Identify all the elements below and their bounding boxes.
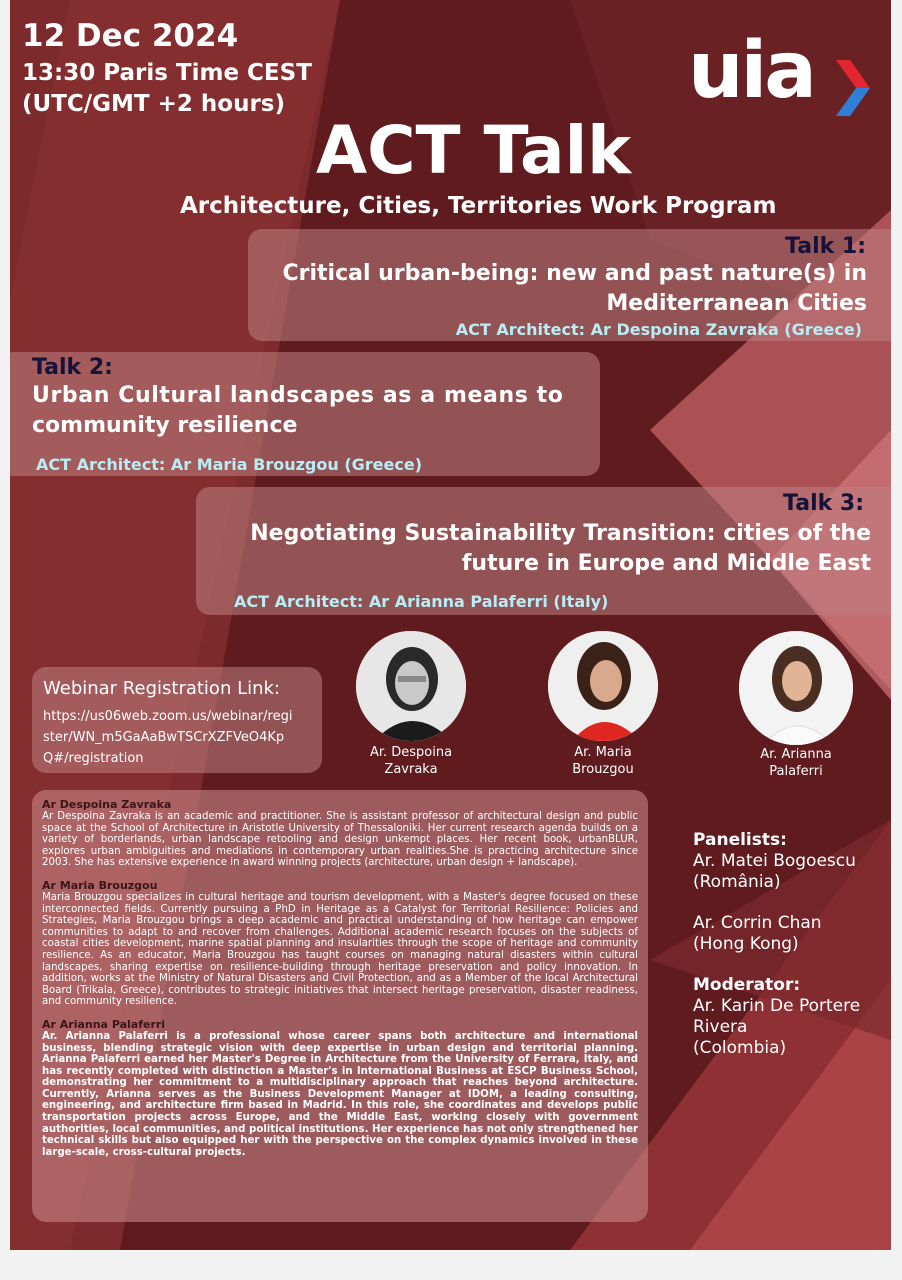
speaker-photo-despoina bbox=[356, 631, 466, 741]
portrait-icon bbox=[548, 631, 658, 741]
talk-3-title bbox=[210, 519, 871, 579]
moderator-name-line2: Rivera bbox=[693, 1017, 748, 1037]
panelists-heading: Panelists: bbox=[693, 830, 787, 850]
speaker-name-despoina bbox=[341, 744, 481, 778]
panelists-section bbox=[693, 830, 883, 1059]
talk-1-architect: ACT Architect: Ar Despoina Zavraka (Greece) bbox=[455, 320, 862, 339]
talk-1-title-line: Mediterranean Cities bbox=[606, 291, 867, 316]
talk-2-architect: ACT Architect: Ar Maria Brouzgou (Greece) bbox=[36, 455, 423, 474]
bios-container bbox=[42, 798, 638, 1158]
bio-text-arianna: Ar. Arianna Palaferri is a professional whose career spans both architecture and international business, blending strategic vision with deep expertise in urban design and territorial planning. Arianna Palaferri earned her Master's Degree in Architecture from the University of Ferrara, Italy, and has recently completed with distinction a Master's in International Business at ESCP Business School, demonstrating her commitment to a multidisciplinary approach that reaches beyond architecture. Currently, Arianna serves as the Business Development Manager at IDOM, a leading consulting, engineering, and architecture firm based in Madrid. In this role, she coordinates and develops public transportation projects across Europe, and the Middle East, working closely with government authorities, local communities, and political institutions. Her experience has not only strengthened her technical skills but also equipped her with the perspective on the complex dynamics involved in these large-scale, cross-cultural projects. bbox=[42, 1030, 638, 1158]
moderator-country: (Colombia) bbox=[693, 1038, 787, 1058]
talk-3-label: Talk 3: bbox=[783, 491, 864, 516]
registration-title: Webinar Registration Link: bbox=[43, 678, 280, 699]
speaker-name-line: Ar. Arianna bbox=[760, 747, 832, 762]
talk-1-title bbox=[250, 259, 867, 319]
registration-link[interactable] bbox=[43, 706, 318, 769]
talk-2-title bbox=[32, 381, 592, 441]
bio-text-despoina: Ar Despoina Zavraka is an academic and practitioner. She is assistant professor of architectural design and public space at the School of Architecture in Aristotle University of Thessaloniki. Her current research agenda builds on a variety of borderlands, urban landscape retooling and design unkempt places. Her recent book, urbanBLUR, explores urban ambiguities and mediations in contemporary urban realities.She is practicing architecture since 2003. She has extensive experience in award winning projects (architecture, urban design + landscape). bbox=[42, 811, 638, 869]
registration-link-line[interactable]: https://us06web.zoom.us/webinar/regi bbox=[43, 709, 293, 724]
bio-name-maria: Ar Maria Brouzgou bbox=[42, 878, 158, 892]
panelist-name: Ar. Corrin Chan bbox=[693, 913, 822, 933]
talk-3-title-line: future in Europe and Middle East bbox=[461, 551, 871, 576]
moderator-heading: Moderator: bbox=[693, 975, 801, 995]
event-date: 12 Dec 2024 bbox=[22, 18, 239, 54]
registration-link-line[interactable]: Q#/registration bbox=[43, 751, 144, 766]
event-timezone-line: (UTC/GMT +2 hours) bbox=[22, 91, 285, 117]
uia-logo bbox=[688, 26, 873, 120]
speaker-photo-maria bbox=[548, 631, 658, 741]
event-poster bbox=[10, 0, 891, 1250]
talk-1-label: Talk 1: bbox=[785, 234, 866, 259]
talk-3-architect: ACT Architect: Ar Arianna Palaferri (Italy) bbox=[234, 592, 609, 611]
moderator-name: Ar. Karin De Portere bbox=[693, 996, 861, 1016]
panelist-name: Ar. Matei Bogoescu bbox=[693, 851, 856, 871]
speaker-name-line: Zavraka bbox=[384, 762, 438, 777]
chevron-right-icon bbox=[836, 60, 870, 116]
bio-name-arianna: Ar Arianna Palaferri bbox=[42, 1017, 166, 1031]
talk-2-title-line: community resilience bbox=[32, 413, 298, 438]
speaker-name-line: Ar. Maria bbox=[574, 745, 632, 760]
speaker-name-line: Brouzgou bbox=[572, 762, 634, 777]
portrait-icon bbox=[739, 631, 853, 745]
talk-1-title-line: Critical urban-being: new and past nature(s) in bbox=[282, 261, 867, 286]
speaker-name-line: Ar. Despoina bbox=[369, 745, 453, 760]
event-time-line: 13:30 Paris Time CEST bbox=[22, 60, 312, 86]
speaker-name-line: Palaferri bbox=[769, 764, 823, 779]
speaker-name-maria bbox=[533, 744, 673, 778]
talk-2-title-line: Urban Cultural landscapes as a means to bbox=[32, 383, 564, 408]
panelist-country: (Hong Kong) bbox=[693, 934, 799, 954]
bio-name-despoina: Ar Despoina Zavraka bbox=[42, 798, 172, 811]
event-time bbox=[22, 58, 312, 120]
panelist-country: (România) bbox=[693, 872, 781, 892]
page-subtitle: Architecture, Cities, Territories Work Program bbox=[180, 193, 777, 219]
talk-2-label: Talk 2: bbox=[32, 355, 113, 380]
portrait-icon bbox=[356, 631, 466, 741]
speaker-name-arianna bbox=[726, 746, 866, 780]
talk-3-title-line: Negotiating Sustainability Transition: cities of the bbox=[250, 521, 871, 546]
speaker-photo-arianna bbox=[739, 631, 853, 745]
uia-logo-text: uia bbox=[688, 26, 814, 116]
bio-text-maria: Maria Brouzgou specializes in cultural heritage and tourism development, with a Master's degree focused on these interconnected fields. Currently pursuing a PhD in Heritage as a Catalyst for Territorial Resilience: Policies and Strategies, Maria Brouzgou brings a deep academic and practical understanding of how heritage can empower communities to adapt to and recover from challenges. Additional academic research focuses on the subjects of coastal cities development, marine spatial planning and insularities through the scope of heritage and community resilience. As an educator, Maria Brouzgou has taught courses on managing natural disasters within cultural landscapes, sharing expertise on resilience-building through heritage preservation and policy innovation. In addition, works at the Ministry of Natural Disasters and Civil Protection, and as a Member of the local Architectural Board (Trikala, Greece), contributes to strategic initiatives that intersect heritage preservation, disaster readiness, and community resilience. bbox=[42, 891, 638, 1008]
page-title: ACT Talk bbox=[316, 112, 632, 189]
registration-link-line[interactable]: ster/WN_m5GaAaBwTSCrXZFVeO4Kp bbox=[43, 730, 285, 745]
